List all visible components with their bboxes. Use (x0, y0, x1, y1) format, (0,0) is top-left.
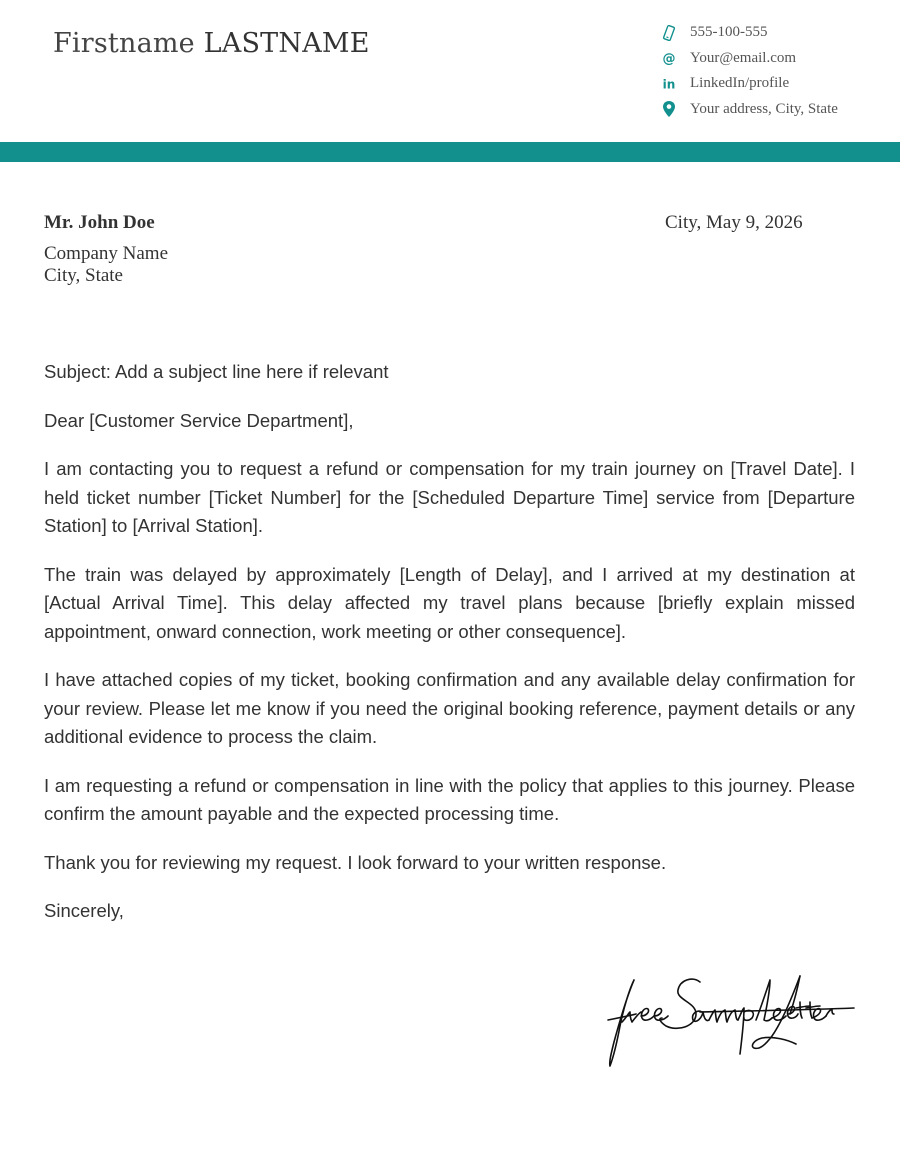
date-line: City, May 9, 2026 (665, 212, 803, 233)
location-pin-icon (660, 100, 678, 118)
subject-line: Subject: Add a subject line here if relevant (44, 361, 389, 382)
first-name: Firstname (53, 28, 195, 59)
contact-linkedin (660, 71, 838, 97)
linkedin-text: LinkedIn/profile (690, 75, 790, 92)
handwritten-signature (604, 962, 859, 1072)
letter-body (44, 358, 855, 946)
body-paragraph-2: The train was delayed by approximately [Length of Delay], and I arrived at my destination at [Actual Arrival Time]. This delay affected my travel plans because [briefly explain missed appointment, onward connection, work meeting or other consequence]. (44, 563, 855, 642)
body-paragraph-1: I am contacting you to request a refund or compensation for my train journey on [Travel Date]. I held ticket number [Ticket Number] for the [Scheduled Departure Time] service from [Departure Station] to [Arrival Station]. (44, 458, 855, 536)
phone-text: 555-100-555 (690, 24, 768, 41)
recipient-company: Company Name (44, 243, 169, 264)
accent-band (0, 142, 900, 162)
body-paragraph-5: Thank you for reviewing my request. I look forward to your written response. (44, 851, 667, 873)
salutation: Dear [Customer Service Department], (44, 409, 354, 431)
contact-email (660, 46, 838, 72)
contact-phone (660, 20, 838, 46)
body-paragraph-3: I have attached copies of my ticket, booking confirmation and any available delay confirmation for your review. Please let me know if you need the original booking reference, payment details or any additional evidence to process the claim. (44, 669, 855, 747)
last-name: LASTNAME (203, 28, 370, 59)
recipient-location: City, State (44, 265, 123, 286)
recipient-block (44, 212, 168, 287)
contact-block (660, 20, 838, 122)
body-paragraph-4: I am requesting a refund or compensation in line with the policy that applies to this journey. Please confirm the amount payable and the expected processing time. (44, 774, 855, 824)
phone-icon (660, 24, 678, 42)
at-icon (660, 49, 678, 67)
contact-address (660, 97, 838, 123)
recipient-name: Mr. John Doe (44, 212, 155, 233)
closing: Sincerely, (44, 900, 124, 921)
svg-text:in: in (662, 77, 676, 92)
address-text: Your address, City, State (690, 100, 838, 117)
sender-name (53, 28, 370, 59)
email-text: Your@email.com (690, 49, 797, 66)
linkedin-icon (660, 75, 678, 93)
svg-text:@: @ (662, 51, 676, 67)
